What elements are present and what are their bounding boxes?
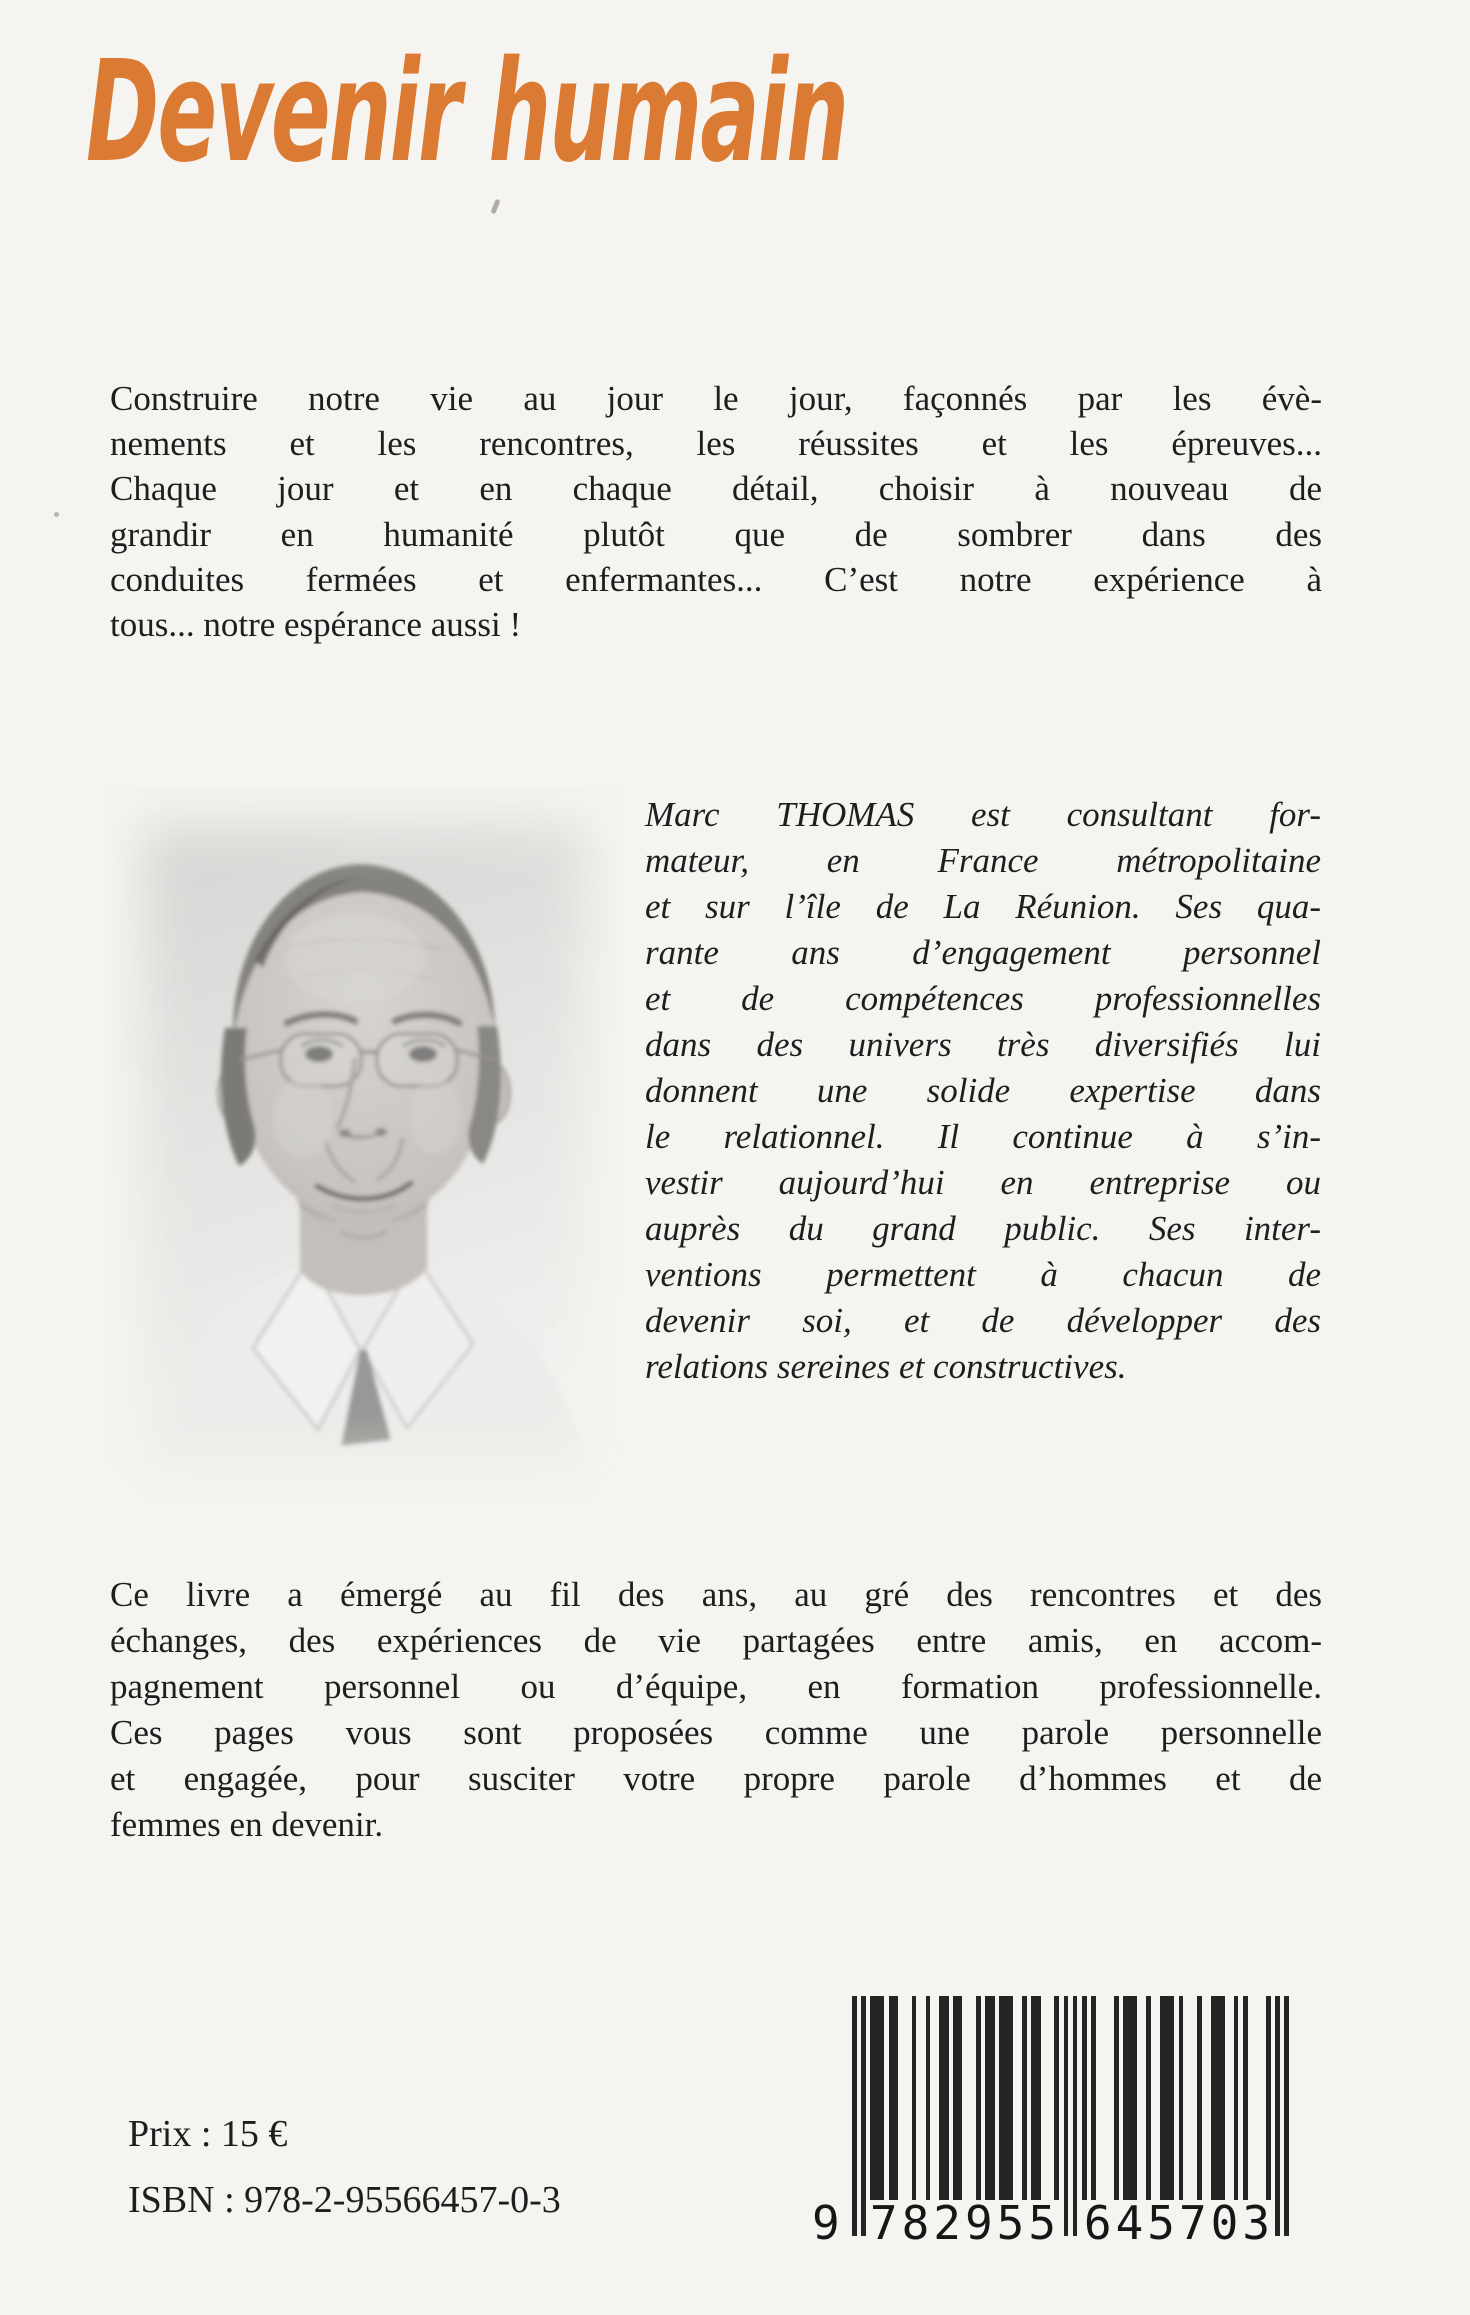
text-line: échanges, des expériences de vie partagées entre amis, en accom-: [110, 1621, 1322, 1660]
text-line: Chaque jour et en chaque détail, choisir à nouveau de: [110, 469, 1322, 509]
text-line: mateur, en France métropolitaine: [645, 841, 1321, 880]
barcode-bar: [1243, 1996, 1248, 2200]
barcode-digit-group: 782955: [869, 2196, 1061, 2250]
barcode-digit-group: 645703: [1083, 2196, 1275, 2250]
isbn-label: ISBN : 978-2-95566457-0-3: [128, 2179, 561, 2221]
barcode-bar: [1123, 1996, 1137, 2200]
intro-paragraph: [110, 376, 1322, 647]
description-paragraph: [110, 1572, 1322, 1848]
text-line: devenir soi, et de développer des: [645, 1301, 1321, 1340]
text-line: et engagée, pour susciter votre propre parole d’hommes et de: [110, 1759, 1322, 1798]
barcode-bar: [1160, 1996, 1174, 2200]
barcode-bar: [889, 1996, 898, 2200]
text-line: conduites fermées et enfermantes... C’est notre expérience à: [110, 559, 1322, 599]
price-label: Prix : 15 €: [128, 2113, 288, 2155]
barcode-bar: [1266, 1996, 1271, 2200]
barcode-bar: [985, 1996, 994, 2200]
text-line: rante ans d’engagement personnel: [645, 933, 1321, 972]
barcode-bar: [1197, 1996, 1202, 2200]
barcode-digit-group: 9: [812, 2196, 844, 2250]
text-line: donnent une solide expertise dans: [645, 1071, 1321, 1110]
barcode-bar: [1082, 1996, 1087, 2200]
barcode-bar: [1146, 1996, 1151, 2200]
text-line: pagnement personnel ou d’équipe, en formation professionnelle.: [110, 1667, 1322, 1706]
barcode-bar: [912, 1996, 917, 2200]
text-line: le relationnel. Il continue à s’in-: [645, 1117, 1321, 1156]
text-line: et de compétences professionnelles: [645, 979, 1321, 1018]
text-line: tous... notre espérance aussi !: [110, 605, 522, 645]
book-title: Devenir humain: [86, 31, 848, 194]
author-bio: [645, 792, 1321, 1390]
text-line: relations sereines et constructives.: [645, 1347, 1127, 1386]
barcode-bar: [1284, 1996, 1289, 2236]
barcode-bar: [999, 1996, 1013, 2200]
barcode-bar: [1179, 1996, 1184, 2200]
text-line: et sur l’île de La Réunion. Ses qua-: [645, 887, 1321, 926]
text-line: grandir en humanité plutôt que de sombrer dans des: [110, 514, 1322, 554]
scan-speck: [490, 199, 500, 215]
ean13-barcode: [812, 1996, 1289, 2250]
text-line: femmes en devenir.: [110, 1805, 384, 1844]
text-line: Ces pages vous sont proposées comme une parole personnelle: [110, 1713, 1322, 1752]
text-line: dans des univers très diversifiés lui: [645, 1025, 1321, 1064]
text-line: Construire notre vie au jour le jour, façonnés par les évè-: [110, 379, 1322, 418]
barcode-bar: [1211, 1996, 1225, 2200]
barcode-bar: [976, 1996, 981, 2200]
barcode-bar: [939, 1996, 948, 2200]
author-photo: [105, 788, 625, 1503]
barcode-bar: [852, 1996, 857, 2236]
author-portrait-illustration: [105, 788, 625, 1503]
text-line: Ce livre a émergé au fil des ans, au gré des rencontres et des: [110, 1575, 1322, 1614]
barcode-bar: [926, 1996, 931, 2200]
barcode-bar: [870, 1996, 884, 2200]
scan-speck: [54, 512, 59, 517]
text-line: ventions permettent à chacun de: [645, 1255, 1321, 1294]
text-line: auprès du grand public. Ses inter-: [645, 1209, 1321, 1248]
barcode-bar: [1022, 1996, 1027, 2200]
barcode-bar: [1073, 1996, 1078, 2236]
barcode-bar: [1234, 1996, 1239, 2200]
barcode-bar: [1031, 1996, 1040, 2200]
barcode-bar: [1054, 1996, 1059, 2200]
barcode-bar: [953, 1996, 962, 2200]
text-line: vestir aujourd’hui en entreprise ou: [645, 1163, 1321, 1202]
text-line: nements et les rencontres, les réussites et les épreuves...: [110, 424, 1322, 464]
text-line: Marc THOMAS est consultant for-: [645, 795, 1321, 834]
barcode-bar: [1114, 1996, 1119, 2200]
barcode-bar: [1064, 1996, 1069, 2236]
barcode-bar: [1091, 1996, 1096, 2200]
